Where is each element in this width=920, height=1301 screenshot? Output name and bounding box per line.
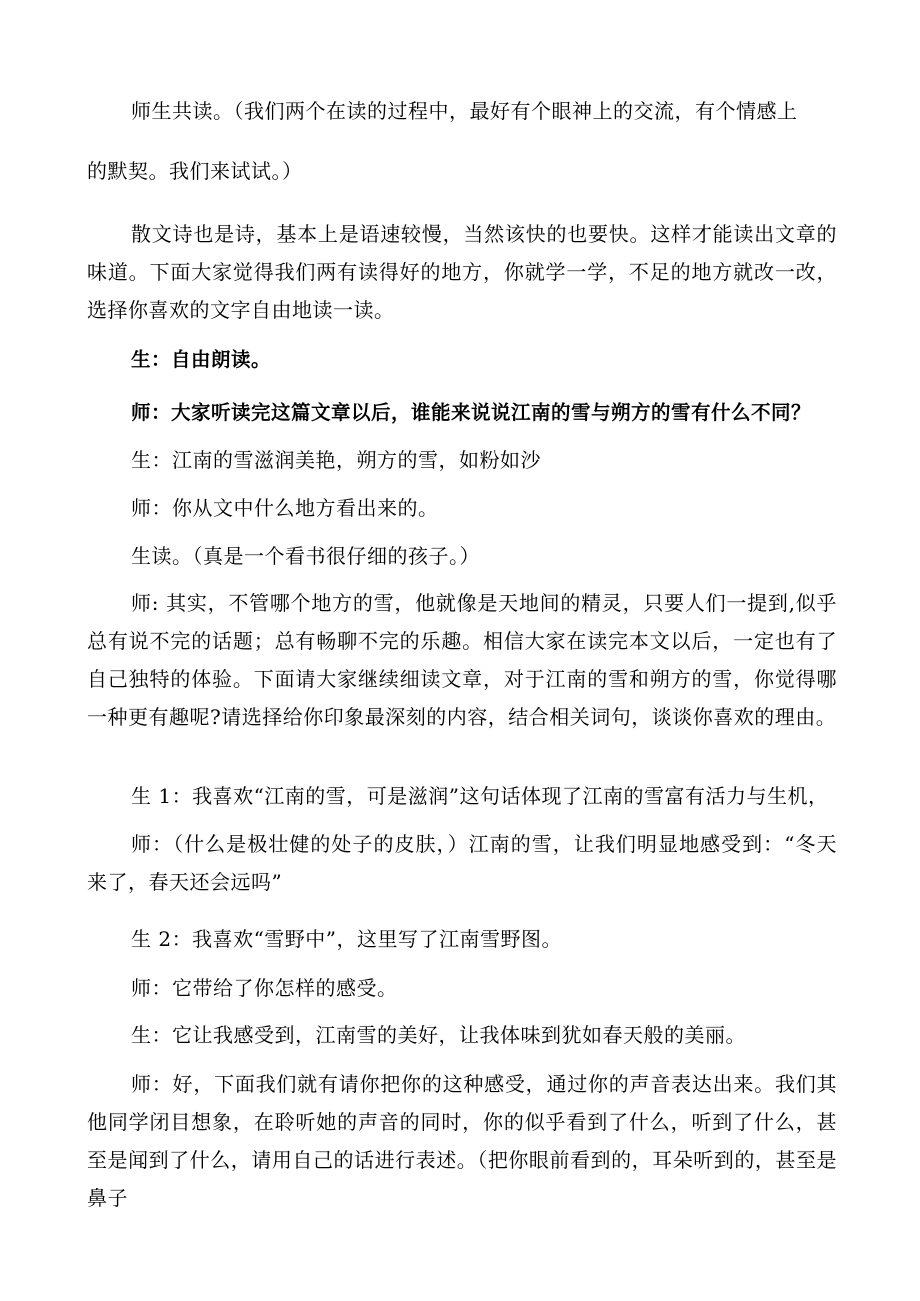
paragraph-14: 师：好，下面我们就有请你把你的这种感受，通过你的声音表达出来。我们其他同学闭目想象，在聆听她的声音的同时，你的似乎看到了什么，听到了什么，甚至是闻到了什么，请用自己的话进行表述。（把你眼前看到的，耳朵听到的，甚至是鼻子 — [87, 1072, 837, 1210]
paragraph-2: 散文诗也是诗，基本上是语速较慢，当然该快的也要快。这样才能读出文章的味道。下面大家觉得我们两有读得好的地方，你就学一学，不足的地方就改一改，选择你喜欢的文字自由地读一读。 — [87, 222, 837, 322]
paragraph-3: 生：自由朗读。 — [131, 348, 272, 371]
paragraph-8: 师: 其实，不管哪个地方的雪，他就像是天地间的精灵，只要人们一提到,似乎总有说不完的话题；总有畅聊不完的乐趣。相信大家在读完本文以后，一定也有了自己独特的体验。下面请大家继续细读文章，对于江南的雪和朔方的雪，你觉得哪一种更有趣呢?请选择给你印象最深刻的内容，结合相关词句，谈谈你喜欢的理由。 — [87, 591, 837, 729]
paragraph-10: 师：（什么是极壮健的处子的皮肤，）江南的雪，让我们明显地感受到：“冬天来了，春天还会远吗” — [87, 832, 837, 894]
paragraph-12: 师：它带给了你怎样的感受。 — [131, 976, 398, 1000]
paragraph-9: 生 1：我喜欢“江南的雪，可是滋润”这句话体现了江南的雪富有活力与生机， — [131, 784, 829, 808]
paragraph-7: 生读。（真是一个看书很仔细的孩子。） — [131, 544, 480, 568]
paragraph-11: 生 2：我喜欢“雪野中”，这里写了江南雪野图。 — [131, 927, 563, 951]
paragraph-13: 生：它让我感受到，江南雪的美好，让我体味到犹如春天般的美丽。 — [131, 1023, 746, 1047]
paragraph-1: 师生共读。（我们两个在读的过程中，最好有个眼神上的交流，有个情感上 — [131, 99, 798, 123]
paragraph-1-continuation: 的默契。我们来试试。） — [87, 159, 303, 183]
paragraph-4: 师：大家听读完这篇文章以后，谁能来说说江南的雪与朔方的雪有什么不同？ — [131, 401, 812, 424]
paragraph-6: 师：你从文中什么地方看出来的。 — [131, 496, 439, 520]
paragraph-5: 生：江南的雪滋润美艳，朔方的雪，如粉如沙 — [131, 448, 541, 472]
